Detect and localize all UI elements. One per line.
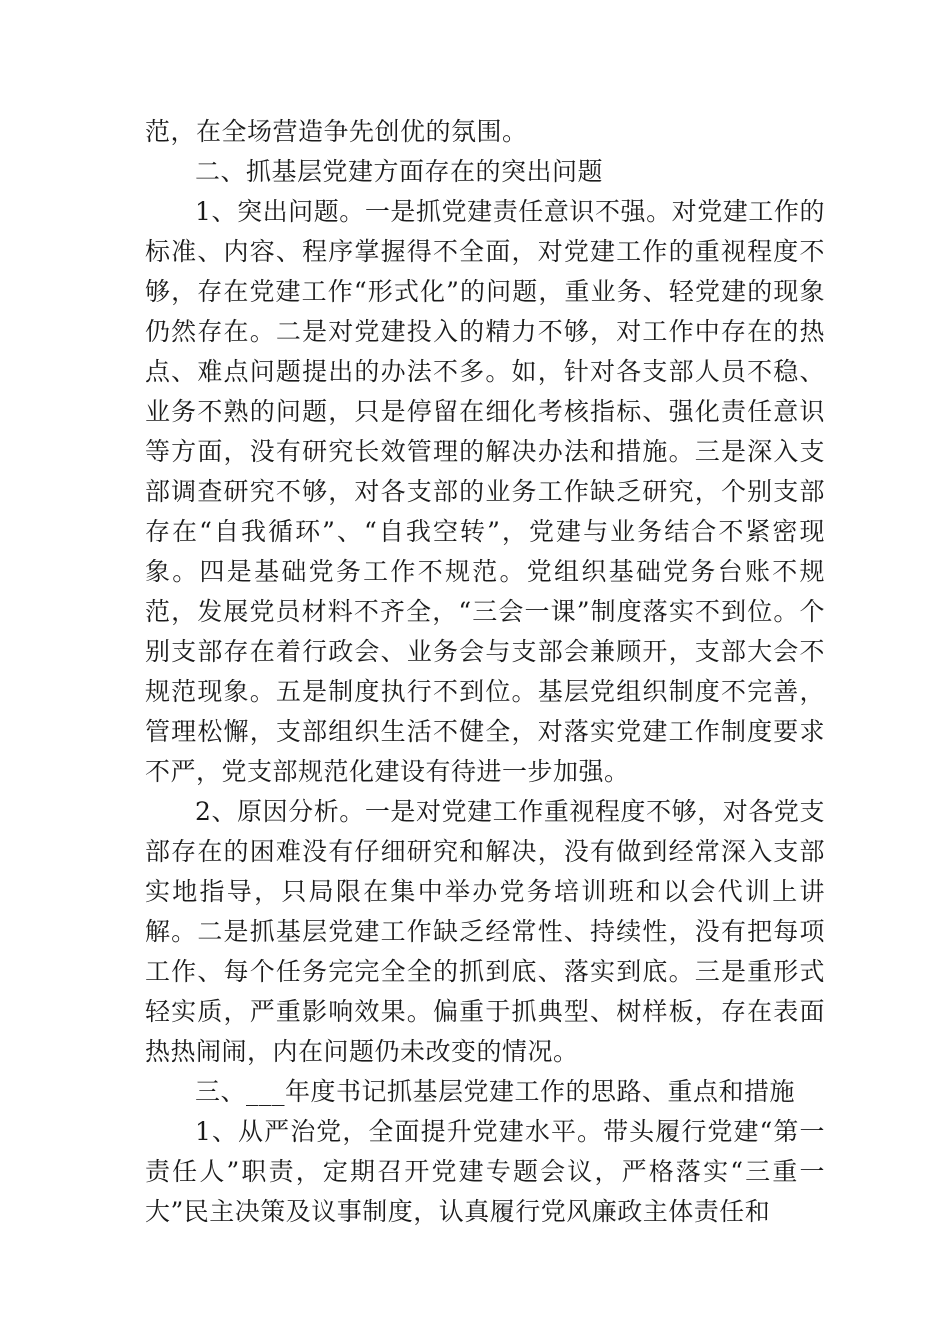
document-body: [145, 112, 825, 1232]
section-heading-plan: 三、___年度书记抓基层党建工作的思路、重点和措施: [195, 1077, 796, 1106]
paragraph-prominent-problems: 1、突出问题。一是抓党建责任意识不强。对党建工作的标准、内容、程序掌握得不全面，对党建工作的重视程度不够，存在党建工作“形式化”的问题，重业务、轻党建的现象仍然存在。二是对党建投入的精力不够，对工作中存在的热点、难点问题提出的办法不多。如，针对各支部人员不稳、业务不熟的问题，只是停留在细化考核指标、强化责任意识等方面，没有研究长效管理的解决办法和措施。三是深入支部调查研究不够，对各支部的业务工作缺乏研究，个别支部存在“自我循环”、“自我空转”，党建与业务结合不紧密现象。四是基础党务工作不规范。党组织基础党务台账不规范，发展党员材料不齐全，“三会一课”制度落实不到位。个别支部存在着行政会、业务会与支部会兼顾开，支部大会不规范现象。五是制度执行不到位。基层党组织制度不完善，管理松懈，支部组织生活不健全，对落实党建工作制度要求不严，党支部规范化建设有待进一步加强。: [145, 197, 825, 786]
section-heading-problems: 二、抓基层党建方面存在的突出问题: [195, 157, 604, 186]
paragraph-continuation: 范，在全场营造争先创优的氛围。: [145, 117, 528, 146]
paragraph-strict-governance: 1、从严治党，全面提升党建水平。带头履行党建“第一责任人”职责，定期召开党建专题会议，严格落实“三重一大”民主决策及议事制度，认真履行党风廉政主体责任和: [145, 1117, 825, 1226]
paragraph-cause-analysis: 2、原因分析。一是对党建工作重视程度不够，对各党支部存在的困难没有仔细研究和解决，没有做到经常深入支部实地指导，只局限在集中举办党务培训班和以会代训上讲解。二是抓基层党建工作缺乏经常性、持续性，没有把每项工作、每个任务完完全全的抓到底、落实到底。三是重形式轻实质，严重影响效果。偏重于抓典型、树样板，存在表面热热闹闹，内在问题仍未改变的情况。: [145, 797, 825, 1066]
